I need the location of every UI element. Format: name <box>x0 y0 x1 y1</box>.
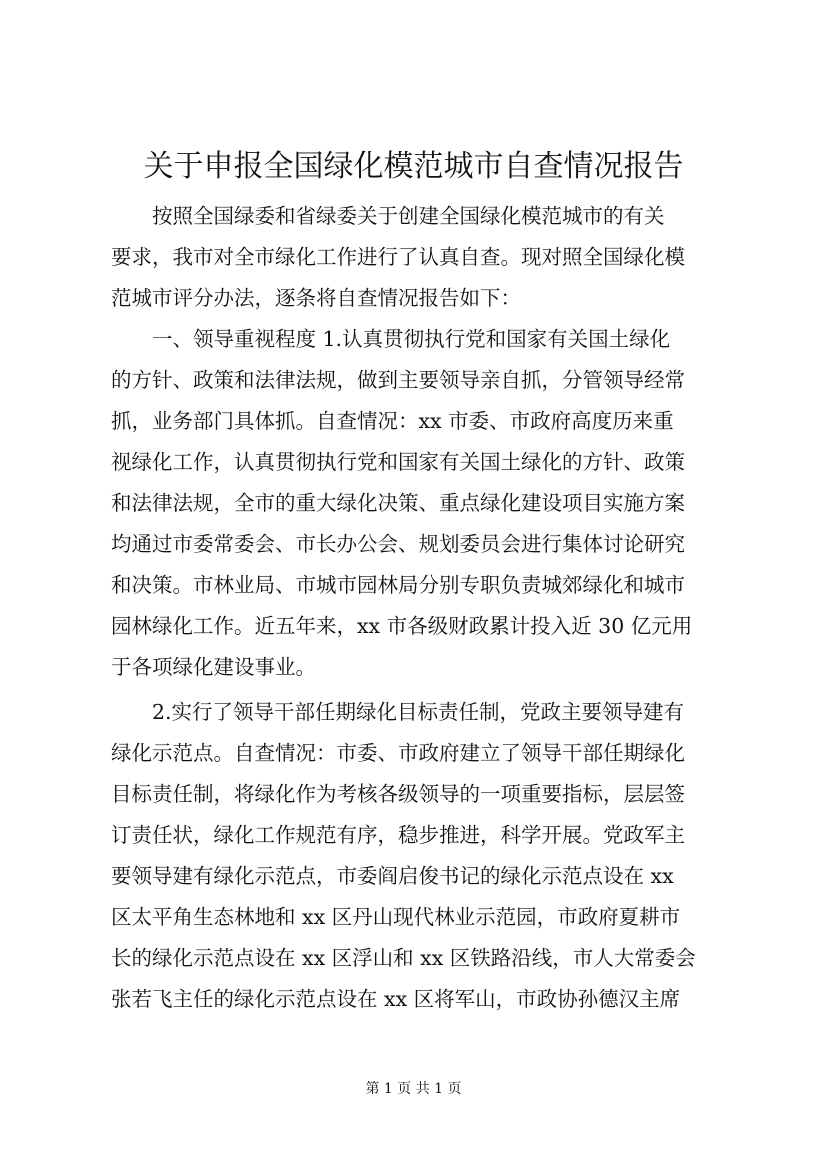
body-line: 按照全国绿委和省绿委关于创建全国绿化模范城市的有关 <box>111 204 665 228</box>
body-line: 于各项绿化建设事业。 <box>111 655 316 679</box>
body-line: 目标责任制，将绿化作为考核各级领导的一项重要指标，层层签 <box>111 782 685 806</box>
page-number-footer: 第 1 页 共 1 页 <box>365 1081 462 1097</box>
body-line: 要领导建有绿化示范点，市委阎启俊书记的绿化示范点设在 xx <box>111 864 674 888</box>
body-line: 区太平角生态林地和 xx 区丹山现代林业示范园，市政府夏耕市 <box>111 905 681 929</box>
document-body <box>111 196 721 1020</box>
document-title: 关于申报全国绿化模范城市自查情况报告 <box>143 149 684 184</box>
body-line: 范城市评分办法，逐条将自查情况报告如下： <box>111 286 521 310</box>
body-line: 要求，我市对全市绿化工作进行了认真自查。现对照全国绿化模 <box>111 245 685 269</box>
body-line: 长的绿化示范点设在 xx 区浮山和 xx 区铁路沿线，市人大常委会 <box>111 946 696 970</box>
body-line: 和法律法规，全市的重大绿化决策、重点绿化建设项目实施方案 <box>111 491 685 515</box>
body-line: 一、领导重视程度 1.认真贯彻执行党和国家有关国土绿化 <box>111 327 671 351</box>
body-line: 均通过市委常委会、市长办公会、规划委员会进行集体讨论研究 <box>111 532 685 556</box>
body-line: 张若飞主任的绿化示范点设在 xx 区将军山，市政协孙德汉主席 <box>111 987 681 1011</box>
body-line: 抓，业务部门具体抓。自查情况：xx 市委、市政府高度历来重 <box>111 409 674 433</box>
body-line: 绿化示范点。自查情况：市委、市政府建立了领导干部任期绿化 <box>111 741 685 765</box>
body-line: 订责任状，绿化工作规范有序，稳步推进，科学开展。党政军主 <box>111 823 685 847</box>
body-line: 的方针、政策和法律法规，做到主要领导亲自抓，分管领导经常 <box>111 368 685 392</box>
body-line: 园林绿化工作。近五年来，xx 市各级财政累计投入近 30 亿元用 <box>111 614 693 638</box>
body-line: 视绿化工作，认真贯彻执行党和国家有关国土绿化的方针、政策 <box>111 450 685 474</box>
body-line: 和决策。市林业局、市城市园林局分别专职负责城郊绿化和城市 <box>111 573 685 597</box>
body-line: 2.实行了领导干部任期绿化目标责任制，党政主要领导建有 <box>111 700 685 724</box>
